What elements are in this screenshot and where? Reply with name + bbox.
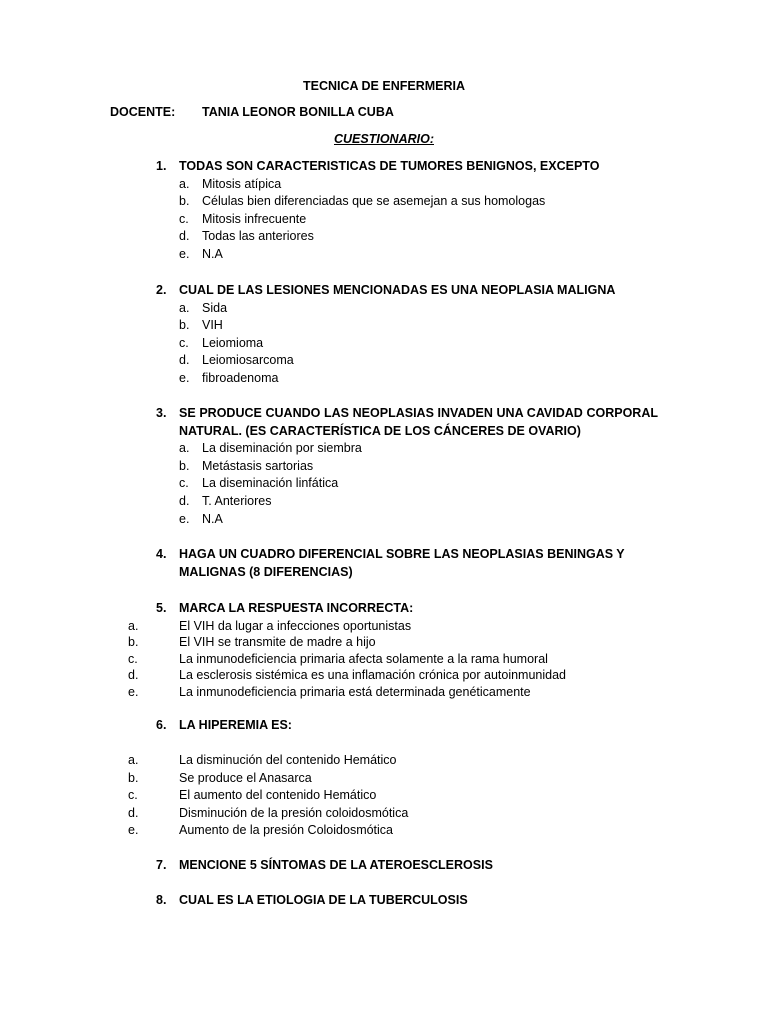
question-number: 8. (156, 893, 167, 907)
option (128, 651, 688, 667)
question-text: SE PRODUCE CUANDO LAS NEOPLASIAS INVADEN UNA CAVIDAD CORPORAL NATURAL. (ES CARACTERÍSTICA DE LOS CÁNCERES DE OVARIO) (179, 406, 658, 438)
option (128, 822, 688, 840)
option (150, 370, 658, 388)
option-list (150, 300, 658, 388)
question-number: 3. (156, 406, 167, 420)
option-text: Aumento de la presión Coloidosmótica (179, 823, 394, 838)
option (150, 511, 658, 529)
option-letter: b. (179, 318, 190, 333)
option-text: La esclerosis sistémica es una inflamación crónica por autoinmunidad (179, 668, 567, 683)
option-text: La diseminación por siembra (202, 441, 362, 456)
option (150, 458, 658, 476)
question-number: 4. (156, 547, 167, 561)
question-8 (150, 892, 658, 910)
option-letter: b. (128, 635, 139, 650)
option (150, 335, 658, 353)
question-text: MARCA LA RESPUESTA INCORRECTA: (179, 601, 414, 615)
question-heading (150, 600, 658, 618)
option-text: La diseminación linfática (202, 476, 339, 491)
option-list (150, 176, 658, 264)
option-letter: c. (179, 476, 189, 491)
option (128, 770, 688, 788)
option-text: Se produce el Anasarca (179, 770, 312, 785)
option-text: Mitosis infrecuente (202, 211, 307, 226)
option (150, 176, 658, 194)
question-7 (150, 857, 658, 875)
question-2 (150, 282, 658, 388)
option-letter: a. (179, 176, 190, 191)
option-text: Disminución de la presión coloidosmótica (179, 805, 409, 820)
question-5-options (128, 618, 688, 700)
option-text: N.A (202, 246, 223, 261)
option-letter: c. (128, 788, 138, 803)
question-text: CUAL DE LAS LESIONES MENCIONADAS ES UNA NEOPLASIA MALIGNA (179, 283, 616, 297)
option-letter: b. (179, 458, 190, 473)
option-letter: d. (128, 805, 139, 820)
option-text: Leiomioma (202, 335, 264, 350)
question-5 (150, 600, 658, 618)
question-6-options (128, 752, 688, 840)
option-text: La disminución del contenido Hemático (179, 753, 397, 767)
question-heading (150, 546, 658, 581)
document-title: TECNICA DE ENFERMERIA (302, 79, 466, 93)
option (128, 752, 688, 770)
option (128, 667, 688, 683)
option-letter: c. (128, 651, 138, 666)
question-heading (150, 282, 658, 300)
option-letter: b. (128, 770, 139, 785)
question-heading (150, 892, 658, 910)
option-text: Metástasis sartorias (202, 458, 314, 473)
option-letter: e. (128, 684, 139, 699)
option (150, 440, 658, 458)
question-heading (150, 857, 658, 875)
option-letter: c. (179, 211, 189, 226)
option-text: fibroadenoma (202, 370, 279, 385)
option (128, 787, 688, 805)
option-letter: c. (179, 335, 189, 350)
option-letter: d. (179, 493, 190, 508)
teacher-line (110, 104, 394, 122)
question-text: MENCIONE 5 SÍNTOMAS DE LA ATEROESCLEROSIS (179, 858, 493, 872)
option-text: El VIH da lugar a infecciones oportunistas (179, 619, 412, 633)
question-number: 6. (156, 718, 167, 732)
option-text: Sida (202, 300, 228, 315)
option-list (150, 440, 658, 528)
option-letter: a. (179, 441, 190, 456)
option (128, 618, 688, 634)
option-text: La inmunodeficiencia primaria está determinada genéticamente (179, 684, 531, 699)
option-letter: a. (128, 619, 139, 633)
option-text: Mitosis atípica (202, 176, 282, 191)
option-letter: e. (179, 246, 190, 261)
option (150, 493, 658, 511)
option-text: T. Anteriores (202, 493, 272, 508)
option-text: La inmunodeficiencia primaria afecta solamente a la rama humoral (179, 651, 548, 666)
question-heading (150, 405, 658, 440)
option-text: Todas las anteriores (202, 229, 314, 244)
option (150, 352, 658, 370)
question-1 (150, 158, 658, 264)
option-letter: b. (179, 194, 190, 209)
option-letter: a. (179, 300, 190, 315)
option (150, 300, 658, 318)
question-3 (150, 405, 658, 528)
question-number: 7. (156, 858, 167, 872)
question-text: HAGA UN CUADRO DIFERENCIAL SOBRE LAS NEOPLASIAS BENINGAS Y MALIGNAS (8 DIFERENCIAS) (179, 547, 625, 579)
section-title: CUESTIONARIO: (334, 132, 434, 146)
question-heading (150, 158, 658, 176)
question-number: 5. (156, 601, 167, 615)
option (150, 228, 658, 246)
option (128, 805, 688, 823)
option (150, 475, 658, 493)
option-letter: e. (179, 370, 190, 385)
question-6 (150, 717, 658, 735)
question-text: LA HIPEREMIA ES: (179, 718, 292, 732)
question-heading (150, 717, 658, 735)
teacher-label: DOCENTE: (110, 105, 176, 119)
question-number: 1. (156, 159, 167, 173)
option-text: El aumento del contenido Hemático (179, 788, 377, 803)
option-text: Leiomiosarcoma (202, 353, 294, 368)
question-text: TODAS SON CARACTERISTICAS DE TUMORES BENIGNOS, EXCEPTO (179, 159, 600, 173)
option-text: El VIH se transmite de madre a hijo (179, 635, 376, 650)
option-letter: d. (179, 353, 190, 368)
option (150, 193, 658, 211)
option-letter: e. (128, 823, 139, 838)
option-letter: d. (128, 668, 139, 683)
option-letter: a. (128, 753, 139, 767)
option-text: Células bien diferenciadas que se asemejan a sus homologas (202, 194, 546, 209)
option (150, 211, 658, 229)
option (150, 246, 658, 264)
option-letter: e. (179, 511, 190, 526)
option-letter: d. (179, 229, 190, 244)
teacher-name: TANIA LEONOR BONILLA CUBA (202, 105, 394, 119)
option (128, 634, 688, 650)
option (128, 684, 688, 700)
option (150, 317, 658, 335)
question-number: 2. (156, 283, 167, 297)
question-text: CUAL ES LA ETIOLOGIA DE LA TUBERCULOSIS (179, 893, 468, 907)
question-4 (150, 546, 658, 581)
option-text: N.A (202, 511, 223, 526)
option-text: VIH (202, 318, 223, 333)
